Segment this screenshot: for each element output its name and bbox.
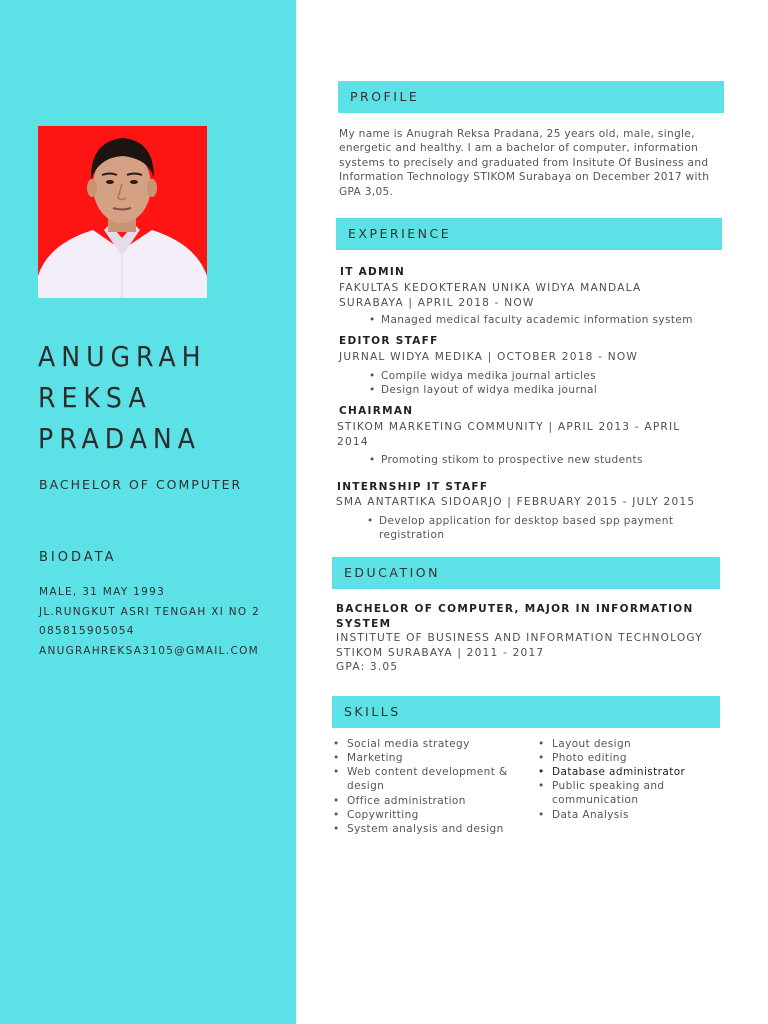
biodata-phone: 085815905054 [39, 625, 135, 637]
job-bullet: • Develop application for desktop based spp payment registration [367, 515, 674, 542]
skill-item: • System analysis and design [333, 823, 504, 835]
education-title: EDUCATION [344, 565, 440, 580]
job-organization: JURNAL WIDYA MEDIKA | OCTOBER 2018 - NOW [339, 351, 639, 363]
profile-photo [38, 126, 207, 298]
skill-text: System analysis and design [347, 823, 504, 835]
job-title: CHAIRMAN [339, 405, 414, 417]
skill-item: • Marketing [333, 752, 403, 764]
skill-text: Database administrator [552, 766, 686, 778]
skill-text: Social media strategy [347, 738, 470, 750]
skill-text: Photo editing [552, 752, 627, 764]
job-bullet-text: Design layout of widya medika journal [381, 384, 598, 396]
job-bullet-text: Promoting stikom to prospective new students [381, 454, 643, 466]
skill-item: • Photo editing [538, 752, 627, 764]
skill-item: • Public speaking and communication [538, 780, 665, 807]
job-organization: STIKOM MARKETING COMMUNITY | APRIL 2013 - APRIL 2014 [337, 421, 681, 448]
job-bullet-text: Develop application for desktop based spp payment registration [379, 515, 674, 542]
skills-header [332, 696, 720, 728]
skill-text: Copywritting [347, 809, 419, 821]
skill-text: Web content development & design [347, 766, 508, 793]
degree-title: BACHELOR OF COMPUTER [39, 477, 243, 492]
profile-title: PROFILE [350, 89, 420, 104]
profile-header [338, 81, 724, 113]
biodata-email: ANUGRAHREKSA3105@GMAIL.COM [39, 645, 260, 657]
job-bullet: • Compile widya medika journal articles [369, 370, 597, 382]
education-header [332, 557, 720, 589]
skill-item: • Social media strategy [333, 738, 470, 750]
job-bullet-text: Managed medical faculty academic information system [381, 314, 693, 326]
skill-text: Marketing [347, 752, 403, 764]
name-line-2: REKSA [38, 381, 152, 414]
job-bullet: • Managed medical faculty academic information system [369, 314, 693, 326]
job-bullet: • Promoting stikom to prospective new students [369, 454, 643, 466]
skill-item: • Data Analysis [538, 809, 629, 821]
person-name [38, 336, 207, 459]
experience-title: EXPERIENCE [348, 226, 452, 241]
skill-item: • Office administration [333, 795, 466, 807]
job-title: INTERNSHIP IT STAFF [337, 481, 489, 493]
education-degree: BACHELOR OF COMPUTER, MAJOR IN INFORMATION SYSTEM [336, 603, 694, 630]
job-bullet: • Design layout of widya medika journal [369, 384, 598, 396]
skill-item: • Database administrator [538, 766, 686, 778]
skill-text: Layout design [552, 738, 632, 750]
skill-item: • Web content development & design [333, 766, 508, 793]
skill-text: Office administration [347, 795, 466, 807]
job-organization: SMA ANTARTIKA SIDOARJO | FEBRUARY 2015 - JULY 2015 [336, 496, 696, 508]
experience-header [336, 218, 722, 250]
skill-item: • Copywritting [333, 809, 419, 821]
skill-text: Data Analysis [552, 809, 629, 821]
job-organization: FAKULTAS KEDOKTERAN UNIKA WIDYA MANDALA SURABAYA | APRIL 2018 - NOW [339, 282, 642, 309]
profile-text: My name is Anugrah Reksa Pradana, 25 years old, male, single, energetic and healthy. I am a bachelor of computer, information systems to precisely and graduated from Insitute Of Business and Information Technology STIKOM Surabaya on December 2017 with GPA 3,05. [339, 128, 710, 198]
biodata-gender-birth: MALE, 31 MAY 1993 [39, 586, 166, 598]
job-bullet-text: Compile widya medika journal articles [381, 370, 597, 382]
job-title: IT ADMIN [340, 266, 406, 278]
skill-item: • Layout design [538, 738, 632, 750]
education-institution: INSTITUTE OF BUSINESS AND INFORMATION TECHNOLOGY STIKOM SURABAYA | 2011 - 2017 [336, 632, 703, 659]
name-line-1: ANUGRAH [38, 340, 207, 373]
job-title: EDITOR STAFF [339, 335, 439, 347]
skill-text: Public speaking and communication [552, 780, 665, 807]
skills-title: SKILLS [344, 704, 401, 719]
name-line-3: PRADANA [38, 422, 201, 455]
biodata-address: JL.RUNGKUT ASRI TENGAH XI NO 2 [39, 606, 261, 618]
education-gpa: GPA: 3.05 [336, 661, 399, 673]
biodata-title: BIODATA [39, 550, 117, 565]
